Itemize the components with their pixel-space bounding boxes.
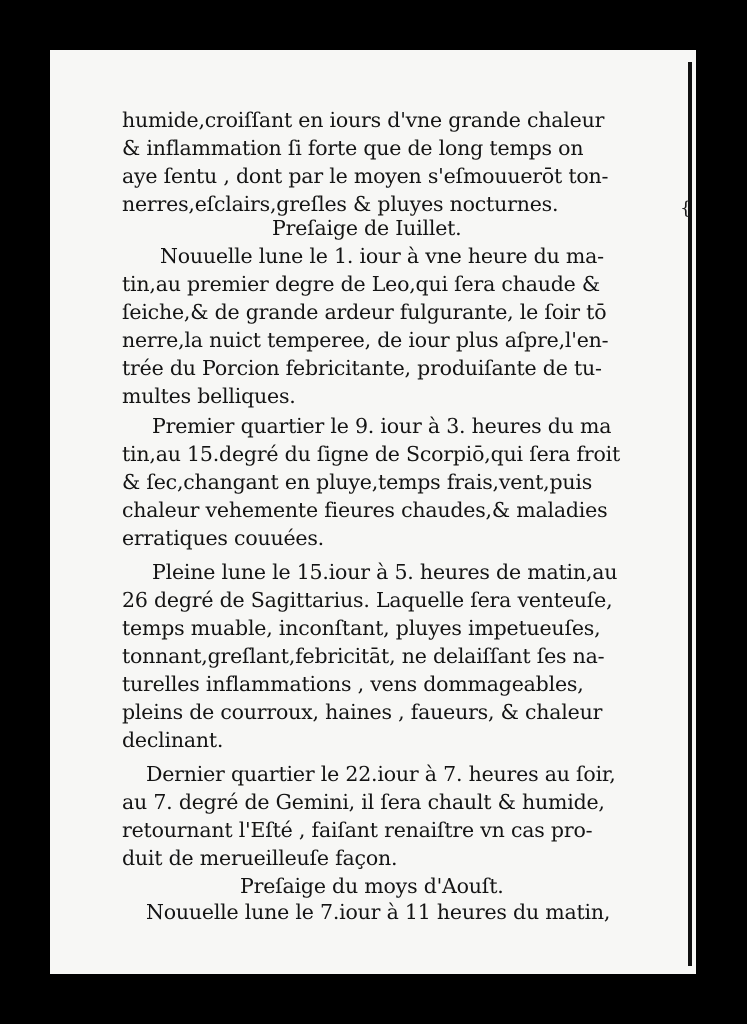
text-line: duit de merueilleuſe façon. (122, 846, 398, 870)
text-line: 26 degré de Sagittarius. Laquelle ſera venteuſe, (122, 588, 613, 612)
text-line: Premier quartier le 9. iour à 3. heures du ma (152, 414, 612, 438)
text-line: multes belliques. (122, 384, 296, 408)
text-line: Nouuelle lune le 1. iour à vne heure du ma- (160, 244, 604, 268)
text-line: ſeiche,& de grande ardeur fulgurante, le ſoir tō (122, 300, 607, 324)
section-heading: Preſaige de Iuillet. (272, 216, 462, 240)
margin-bracket-mark: { (680, 198, 692, 219)
text-line: tin,au 15.degré du ſigne de Scorpiō,qui ſera froit (122, 442, 620, 466)
text-line: au 7. degré de Gemini, il ſera chault & humide, (122, 790, 605, 814)
text-line: aye ſentu , dont par le moyen s'eſmouuerōt ton- (122, 164, 609, 188)
text-line: erratiques couuées. (122, 526, 324, 550)
text-line: turelles inflammations , vens dommageables, (122, 672, 584, 696)
text-line: trée du Porcion febricitante, produiſante de tu- (122, 356, 602, 380)
text-line: temps muable, inconſtant, pluyes impetueuſes, (122, 616, 601, 640)
text-line: & inflammation ſi forte que de long temps on (122, 136, 584, 160)
text-line: nerres,eſclairs,greſles & pluyes nocturnes. (122, 192, 559, 216)
text-line: tin,au premier degre de Leo,qui ſera chaude & (122, 272, 600, 296)
text-line: chaleur vehemente fieures chaudes,& maladies (122, 498, 608, 522)
text-line: humide,croiſſant en iours d'vne grande chaleur (122, 108, 605, 132)
text-line: tonnant,greſlant,febricitāt, ne delaiſſant ſes na- (122, 644, 605, 668)
text-line: retournant l'Eſté , faiſant renaiſtre vn cas pro- (122, 818, 593, 842)
section-heading: Preſaige du moys d'Aouſt. (240, 874, 504, 898)
text-line: Pleine lune le 15.iour à 5. heures de matin,au (152, 560, 618, 584)
text-line: pleins de courroux, haines , faueurs, & chaleur (122, 700, 603, 724)
text-line: nerre,la nuict temperee, de iour plus aſpre,l'en- (122, 328, 609, 352)
text-line: Dernier quartier le 22.iour à 7. heures au ſoir, (146, 762, 616, 786)
text-line: Nouuelle lune le 7.iour à 11 heures du matin, (146, 900, 611, 924)
text-line: declinant. (122, 728, 224, 752)
text-line: & ſec,changant en pluye,temps frais,vent,puis (122, 470, 593, 494)
